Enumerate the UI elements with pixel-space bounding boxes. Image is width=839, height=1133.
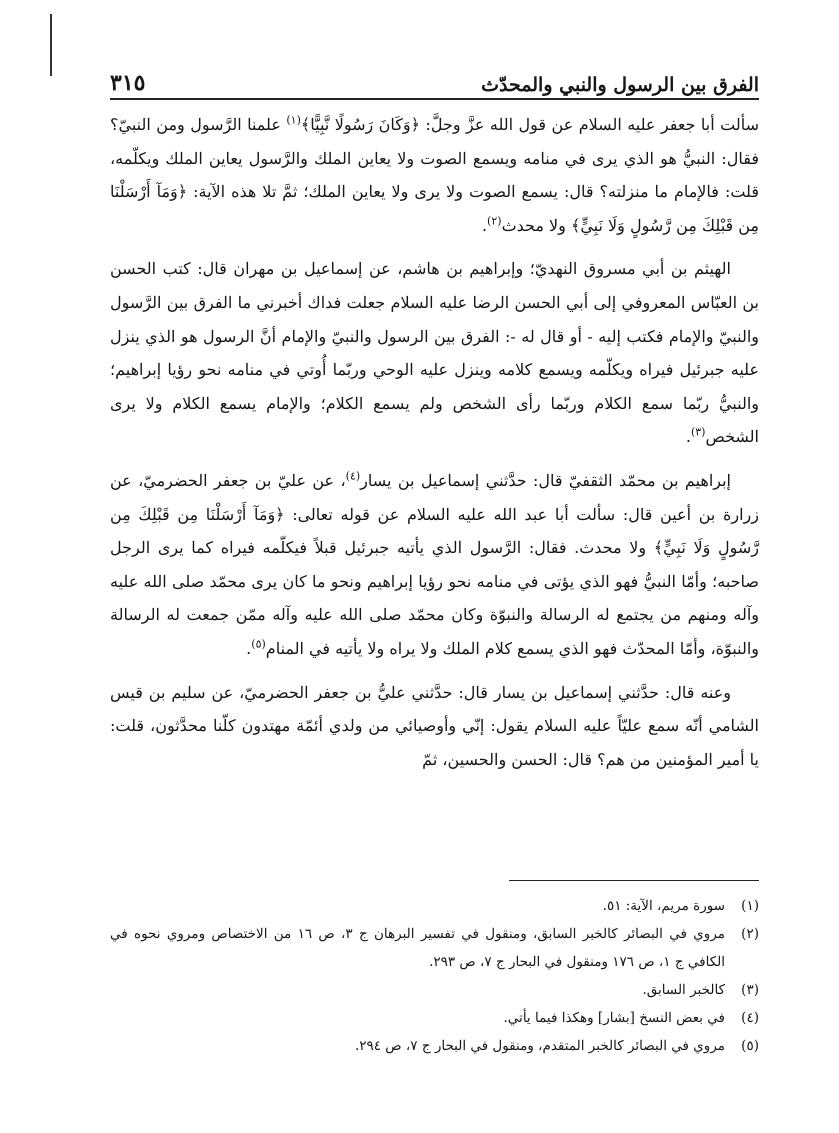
footnote-number: (٣) — [741, 982, 759, 998]
text-run: . — [481, 215, 488, 235]
text-run: وعنه قال: حدَّثني إسماعيل بن يسار قال: حدَّثني عليُّ بن جعفر الحضرميّ، عن سليم بن قيس الشامي أنّه سمع عليّاً عليه السلام يقول: إنّي وأوصيائي من ولدي أئمّة مهتدون كلّنا محدَّثون، قلت: يا أمير المؤمنين من هم؟ قال: الحسن والحسين، ثمّ — [110, 682, 760, 769]
footnote-text: كالخبر السابق. — [642, 982, 725, 998]
footnote-separator — [509, 880, 759, 881]
body-text — [110, 108, 759, 786]
text-run: . — [246, 638, 252, 658]
footnotes — [110, 892, 759, 1060]
text-run: سألت أبا جعفر عليه السلام عن قول الله عزَّ وجلَّ: ﴿وَكَانَ رَسُولًا نَّبِيًّا﴾ — [300, 115, 760, 134]
text-run: الهيثم بن أبي مسروق النهديّ؛ وإبراهيم بن هاشم، عن إسماعيل بن مهران قال: كتب الحسن بن العبّاس المعروفي إلى أبي الحسن الرضا عليه السلام جعلت فداك أخبرني ما الفرق بين الرَّسول والنبيّ والإمام فكتب إليه - أو قال له -: الفرق بين الرسول والنبيّ والإمام أنَّ الرسول هو الذي ينزل عليه جبرئيل فيراه ويكلّمه ويسمع كلامه وينزل عليه الوحي وربّما أُوتي في منامه نحو رؤيا إبراهيم؛ والنبيُّ ربّما سمع الكلام وربّما رأى الشخص ولم يسمع الكلام؛ والإمام يسمع الكلام ولا يرى الشخص — [110, 259, 759, 447]
footnote-ref-4: (٤) — [345, 469, 361, 483]
text-run: إبراهيم بن محمّد الثقفيّ قال: حدَّثني إسماعيل بن يسار — [360, 470, 732, 490]
footnote-text: سورة مريم، الآية: ٥١. — [602, 898, 725, 914]
footnote-number: (٤) — [741, 1010, 759, 1026]
footnote-ref-3: (٣) — [690, 426, 706, 440]
footnote-number: (٥) — [741, 1038, 759, 1054]
footnote-ref-1: (١) — [286, 113, 301, 127]
footnote — [110, 1032, 759, 1060]
footnote-ref-5: (٥) — [251, 637, 266, 651]
footnote-text: مروي في البصائر كالخبر المتقدم، ومنقول في البحار ج ٧، ص ٢٩٤. — [354, 1038, 725, 1054]
text-run: . — [685, 427, 691, 447]
footnote-ref-2: (٢) — [487, 214, 502, 228]
footnote — [110, 1004, 759, 1032]
paragraph-4 — [110, 676, 759, 777]
footnote-number: (٢) — [741, 926, 759, 942]
page-number: ٣١٥ — [110, 70, 146, 96]
footnote-text: في بعض النسخ [بشار] وهكذا فيما يأتي. — [503, 1010, 725, 1026]
paragraph-2 — [110, 252, 759, 454]
margin-rule — [50, 14, 52, 76]
running-title: الفرق بين الرسول والنبي والمحدّث — [481, 74, 759, 96]
footnote — [110, 976, 759, 1004]
footnote — [110, 920, 759, 976]
page-header — [110, 58, 759, 96]
header-rule — [110, 98, 759, 100]
text-run: ، عن عليّ بن جعفر الحضرميّ، عن زرارة بن أعين قال: سألت أبا عبد الله عليه السلام عن قوله تعالى: ﴿وَمَآ أَرْسَلْنَا مِن قَبْلِكَ مِن رَّسُولٍ وَلَا نَبِيٍّ﴾ ولا محدث. فقال: الرَّسول الذي يأتيه جبرئيل قبلاً فيكلّمه فيراه كما يرى الرجل صاحبه؛ وأمّا النبيُّ فهو الذي يؤتى في منامه نحو رؤيا إبراهيم ونحو ما كان يرى محمّد صلى الله عليه وآله ومنهم من يجتمع له الرسالة والنبوّة وكان محمّد صلى الله عليه وآله ممّن جمعت له الرسالة والنبوّة، وأمّا المحدّث فهو الذي يسمع كلام الملك ولا يراه ولا يأتيه في المنام — [110, 470, 759, 658]
footnote — [110, 892, 759, 920]
paragraph-1 — [110, 108, 759, 242]
paragraph-3 — [110, 464, 759, 666]
footnote-text: مروي في البصائر كالخبر السابق، ومنقول في تفسير البرهان ج ٣، ص ١٦ من الاختصاص ومروي نحوه في الكافي ج ١، ص ١٧٦ ومنقول في البحار ج ٧، ص ٢٩٣. — [110, 926, 725, 970]
footnote-number: (١) — [741, 898, 759, 914]
text-run: علمنا الرَّسول ومن النبيّ؟ فقال: النبيُّ هو الذي يرى في منامه ويسمع الصوت ولا يعاين الملك والرَّسول يعاين الملك ويكلّمه، قلت: فالإمام ما منزلته؟ قال: يسمع الصوت ولا يرى ولا يعاين الملك؛ ثمَّ تلا هذه الآية: ﴿وَمَآ أَرْسَلْنَا مِن قَبْلِكَ مِن رَّسُولٍ وَلَا نَبِيٍّ﴾ ولا محدث — [110, 115, 759, 235]
